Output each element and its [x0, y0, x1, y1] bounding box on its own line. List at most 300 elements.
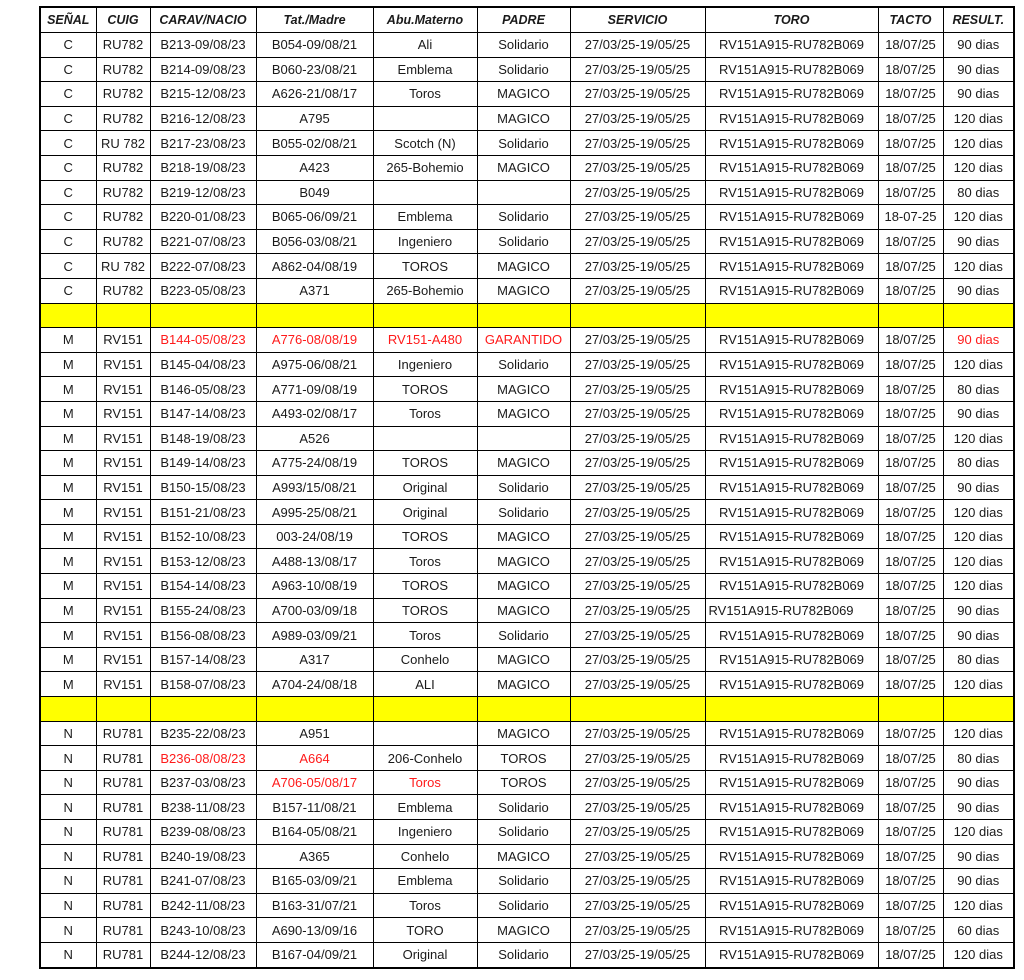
table-cell: RV151A915-RU782B069 [705, 33, 878, 58]
table-cell: C [40, 205, 96, 230]
table-cell: Solidario [477, 869, 570, 894]
table-cell: Emblema [373, 795, 477, 820]
table-cell: 90 dias [943, 229, 1014, 254]
table-row [40, 451, 1014, 476]
table-cell: MAGICO [477, 401, 570, 426]
table-cell: 90 dias [943, 475, 1014, 500]
table-cell: 27/03/25-19/05/25 [570, 598, 705, 623]
table-cell: 27/03/25-19/05/25 [570, 524, 705, 549]
table-cell: B238-11/08/23 [150, 795, 256, 820]
table-cell: 18/07/25 [878, 57, 943, 82]
table-cell: RV151A915-RU782B069 [705, 672, 878, 697]
table-cell: N [40, 770, 96, 795]
table-row [40, 155, 1014, 180]
separator-cell [705, 697, 878, 722]
table-cell: A371 [256, 278, 373, 303]
table-cell: RV151 [96, 328, 150, 353]
table-cell: 120 dias [943, 500, 1014, 525]
table-cell: B217-23/08/23 [150, 131, 256, 156]
table-cell [373, 426, 477, 451]
table-cell: 120 dias [943, 524, 1014, 549]
separator-cell [705, 303, 878, 328]
col-result-header: RESULT. [943, 7, 1014, 33]
col-abu-materno-header: Abu.Materno [373, 7, 477, 33]
table-cell: B054-09/08/21 [256, 33, 373, 58]
table-cell: MAGICO [477, 106, 570, 131]
table-cell: 90 dias [943, 328, 1014, 353]
table-cell: M [40, 623, 96, 648]
table-cell: 18/07/25 [878, 451, 943, 476]
table-cell: C [40, 57, 96, 82]
table-cell: RU782 [96, 33, 150, 58]
table-cell: A704-24/08/18 [256, 672, 373, 697]
table-cell: RU781 [96, 795, 150, 820]
table-cell: 18-07-25 [878, 205, 943, 230]
table-cell: 18/07/25 [878, 672, 943, 697]
table-cell: Toros [373, 893, 477, 918]
table-cell: RU782 [96, 57, 150, 82]
table-row [40, 106, 1014, 131]
table-row [40, 352, 1014, 377]
table-cell: RU781 [96, 721, 150, 746]
separator-row [40, 697, 1014, 722]
table-cell: N [40, 942, 96, 967]
table-cell: 18/07/25 [878, 746, 943, 771]
table-cell: A862-04/08/19 [256, 254, 373, 279]
table-cell: A951 [256, 721, 373, 746]
table-cell: B220-01/08/23 [150, 205, 256, 230]
separator-cell [477, 697, 570, 722]
table-cell: B049 [256, 180, 373, 205]
table-cell: 120 dias [943, 942, 1014, 967]
table-cell: Solidario [477, 942, 570, 967]
table-row [40, 549, 1014, 574]
table-cell: 18/07/25 [878, 893, 943, 918]
table-cell: RU782 [96, 106, 150, 131]
table-cell: MAGICO [477, 844, 570, 869]
table-row [40, 721, 1014, 746]
table-row [40, 647, 1014, 672]
table-cell: Conhelo [373, 647, 477, 672]
table-cell: A995-25/08/21 [256, 500, 373, 525]
table-cell: Toros [373, 770, 477, 795]
table-cell: Toros [373, 401, 477, 426]
table-cell: RV151A915-RU782B069 [705, 106, 878, 131]
table-cell: RV151A915-RU782B069 [705, 500, 878, 525]
table-cell [373, 721, 477, 746]
table-cell: 27/03/25-19/05/25 [570, 795, 705, 820]
separator-cell [40, 697, 96, 722]
table-cell: N [40, 820, 96, 845]
separator-cell [150, 697, 256, 722]
table-cell: 27/03/25-19/05/25 [570, 352, 705, 377]
table-cell: 90 dias [943, 770, 1014, 795]
table-cell: 27/03/25-19/05/25 [570, 451, 705, 476]
table-cell: 120 dias [943, 721, 1014, 746]
table-cell: 27/03/25-19/05/25 [570, 647, 705, 672]
col-padre-header: PADRE [477, 7, 570, 33]
table-row [40, 820, 1014, 845]
table-cell: 80 dias [943, 746, 1014, 771]
table-cell: M [40, 475, 96, 500]
table-cell: MAGICO [477, 549, 570, 574]
table-cell: N [40, 893, 96, 918]
table-cell: 27/03/25-19/05/25 [570, 746, 705, 771]
table-cell: Solidario [477, 352, 570, 377]
table-cell: A317 [256, 647, 373, 672]
table-cell: 18/07/25 [878, 254, 943, 279]
table-cell: A989-03/09/21 [256, 623, 373, 648]
table-cell: A706-05/08/17 [256, 770, 373, 795]
separator-cell [256, 697, 373, 722]
table-row [40, 623, 1014, 648]
table-cell: B243-10/08/23 [150, 918, 256, 943]
table-cell: RV151A915-RU782B069 [705, 820, 878, 845]
table-cell: RU782 [96, 205, 150, 230]
table-cell: 27/03/25-19/05/25 [570, 672, 705, 697]
table-row [40, 57, 1014, 82]
table-cell: 27/03/25-19/05/25 [570, 574, 705, 599]
table-cell: 18/07/25 [878, 426, 943, 451]
table-cell: 18/07/25 [878, 598, 943, 623]
table-cell: MAGICO [477, 155, 570, 180]
table-cell: RV151A915-RU782B069 [705, 180, 878, 205]
table-cell: B221-07/08/23 [150, 229, 256, 254]
table-cell: MAGICO [477, 918, 570, 943]
table-cell: RV151A915-RU782B069 [705, 352, 878, 377]
table-cell: 80 dias [943, 451, 1014, 476]
table-cell: RV151A915-RU782B069 [705, 770, 878, 795]
table-cell: Original [373, 942, 477, 967]
table-cell: 18/07/25 [878, 770, 943, 795]
table-cell: 27/03/25-19/05/25 [570, 918, 705, 943]
table-cell: B213-09/08/23 [150, 33, 256, 58]
table-cell: TOROS [373, 451, 477, 476]
table-cell: M [40, 524, 96, 549]
table-cell: RV151A915-RU782B069 [705, 278, 878, 303]
table-cell: 120 dias [943, 893, 1014, 918]
table-cell: N [40, 869, 96, 894]
table-cell: Toros [373, 82, 477, 107]
table-cell: B157-14/08/23 [150, 647, 256, 672]
table-cell: 120 dias [943, 254, 1014, 279]
table-row [40, 401, 1014, 426]
table-cell: RV151A915-RU782B069 [705, 229, 878, 254]
table-cell: A365 [256, 844, 373, 869]
table-cell: A493-02/08/17 [256, 401, 373, 426]
table-cell: TOROS [373, 377, 477, 402]
table-cell: RV151 [96, 377, 150, 402]
table-cell: TOROS [373, 524, 477, 549]
table-cell: A626-21/08/17 [256, 82, 373, 107]
table-cell: B146-05/08/23 [150, 377, 256, 402]
table-cell: MAGICO [477, 721, 570, 746]
table-cell: M [40, 549, 96, 574]
table-cell: B151-21/08/23 [150, 500, 256, 525]
table-cell: B222-07/08/23 [150, 254, 256, 279]
table-cell: RU781 [96, 844, 150, 869]
table-cell: B152-10/08/23 [150, 524, 256, 549]
table-cell: A795 [256, 106, 373, 131]
separator-cell [40, 303, 96, 328]
table-cell: RV151A915-RU782B069 [705, 623, 878, 648]
table-cell: 18/07/25 [878, 869, 943, 894]
table-cell: 120 dias [943, 205, 1014, 230]
table-cell: B147-14/08/23 [150, 401, 256, 426]
table-cell: N [40, 746, 96, 771]
table-cell: 27/03/25-19/05/25 [570, 869, 705, 894]
cattle-records-table [39, 6, 1015, 969]
table-cell: 206-Conhelo [373, 746, 477, 771]
table-cell: 265-Bohemio [373, 155, 477, 180]
table-cell: MAGICO [477, 377, 570, 402]
table-cell: 90 dias [943, 623, 1014, 648]
table-cell: RU781 [96, 770, 150, 795]
table-cell: 27/03/25-19/05/25 [570, 942, 705, 967]
table-cell: RV151A915-RU782B069 [705, 254, 878, 279]
table-cell: GARANTIDO [477, 328, 570, 353]
table-cell: RV151 [96, 623, 150, 648]
table-cell: 003-24/08/19 [256, 524, 373, 549]
table-cell: C [40, 155, 96, 180]
separator-cell [878, 697, 943, 722]
table-cell: B241-07/08/23 [150, 869, 256, 894]
table-row [40, 33, 1014, 58]
table-row [40, 770, 1014, 795]
table-cell: A664 [256, 746, 373, 771]
table-cell [373, 180, 477, 205]
table-cell: 18/07/25 [878, 721, 943, 746]
table-cell: 27/03/25-19/05/25 [570, 180, 705, 205]
table-cell: B150-15/08/23 [150, 475, 256, 500]
table-cell: TORO [373, 918, 477, 943]
table-cell: B244-12/08/23 [150, 942, 256, 967]
col-servicio-header: SERVICIO [570, 7, 705, 33]
table-cell: B155-24/08/23 [150, 598, 256, 623]
table-row [40, 574, 1014, 599]
table-cell: 120 dias [943, 672, 1014, 697]
separator-cell [943, 303, 1014, 328]
table-cell: 18/07/25 [878, 623, 943, 648]
table-cell: 18/07/25 [878, 180, 943, 205]
table-cell: RU782 [96, 155, 150, 180]
table-cell: RV151A915-RU782B069 [705, 942, 878, 967]
table-cell: 27/03/25-19/05/25 [570, 57, 705, 82]
table-cell: RV151 [96, 426, 150, 451]
table-cell: M [40, 328, 96, 353]
table-cell: 27/03/25-19/05/25 [570, 106, 705, 131]
col-tat-madre-header: Tat./Madre [256, 7, 373, 33]
table-cell [373, 106, 477, 131]
separator-cell [570, 697, 705, 722]
table-cell: RV151A915-RU782B069 [705, 746, 878, 771]
table-cell: 27/03/25-19/05/25 [570, 205, 705, 230]
table-row [40, 672, 1014, 697]
table-cell: M [40, 500, 96, 525]
table-row [40, 500, 1014, 525]
table-cell: N [40, 844, 96, 869]
table-cell: 18/07/25 [878, 475, 943, 500]
table-cell: 90 dias [943, 401, 1014, 426]
table-row [40, 229, 1014, 254]
table-cell: 18/07/25 [878, 131, 943, 156]
table-row [40, 475, 1014, 500]
table-cell: RV151A915-RU782B069 [705, 377, 878, 402]
table-cell: RV151A915-RU782B069 [705, 721, 878, 746]
table-cell: RV151A915-RU782B069 [705, 131, 878, 156]
table-cell: Emblema [373, 57, 477, 82]
table-cell: TOROS [373, 254, 477, 279]
table-cell: B223-05/08/23 [150, 278, 256, 303]
table-row [40, 598, 1014, 623]
table-row [40, 942, 1014, 967]
table-cell: 27/03/25-19/05/25 [570, 549, 705, 574]
table-cell: Original [373, 475, 477, 500]
table-cell: 18/07/25 [878, 229, 943, 254]
col-carav-nacio-header: CARAV/NACIO [150, 7, 256, 33]
table-cell: RU782 [96, 229, 150, 254]
table-cell: 90 dias [943, 278, 1014, 303]
table-cell: Solidario [477, 33, 570, 58]
table-cell: B240-19/08/23 [150, 844, 256, 869]
table-cell: MAGICO [477, 598, 570, 623]
table-row [40, 746, 1014, 771]
table-cell: RU781 [96, 820, 150, 845]
table-cell: 120 dias [943, 352, 1014, 377]
table-cell: Solidario [477, 205, 570, 230]
table-cell: A963-10/08/19 [256, 574, 373, 599]
table-cell: B060-23/08/21 [256, 57, 373, 82]
table-cell: 27/03/25-19/05/25 [570, 893, 705, 918]
table-cell: RV151A915-RU782B069 [705, 647, 878, 672]
table-cell: 18/07/25 [878, 574, 943, 599]
table-cell: 27/03/25-19/05/25 [570, 155, 705, 180]
table-cell: RU782 [96, 278, 150, 303]
table-cell: C [40, 106, 96, 131]
table-cell: 120 dias [943, 155, 1014, 180]
table-cell: RU 782 [96, 254, 150, 279]
table-cell: C [40, 254, 96, 279]
table-cell: RV151A915-RU782B069 [705, 598, 878, 623]
table-cell: 18/07/25 [878, 549, 943, 574]
table-cell: Solidario [477, 820, 570, 845]
table-cell: RV151A915-RU782B069 [705, 328, 878, 353]
table-cell: Emblema [373, 869, 477, 894]
table-cell: Solidario [477, 475, 570, 500]
separator-cell [96, 303, 150, 328]
table-cell: 18/07/25 [878, 844, 943, 869]
table-cell: RV151 [96, 672, 150, 697]
table-cell: Solidario [477, 131, 570, 156]
table-cell: 90 dias [943, 795, 1014, 820]
separator-row [40, 303, 1014, 328]
table-cell: B167-04/09/21 [256, 942, 373, 967]
table-cell: RV151A915-RU782B069 [705, 869, 878, 894]
table-cell: 120 dias [943, 574, 1014, 599]
table-cell: 18/07/25 [878, 278, 943, 303]
table-cell: M [40, 426, 96, 451]
table-cell: C [40, 131, 96, 156]
header-row [40, 7, 1014, 33]
table-cell: RV151 [96, 500, 150, 525]
table-cell: 27/03/25-19/05/25 [570, 377, 705, 402]
table-cell: 18/07/25 [878, 106, 943, 131]
table-cell: 90 dias [943, 844, 1014, 869]
table-cell: Emblema [373, 205, 477, 230]
col-cuig-header: CUIG [96, 7, 150, 33]
table-cell: RU781 [96, 918, 150, 943]
table-row [40, 328, 1014, 353]
table-cell: MAGICO [477, 524, 570, 549]
table-cell: B144-05/08/23 [150, 328, 256, 353]
table-cell: B235-22/08/23 [150, 721, 256, 746]
table-cell: 18/07/25 [878, 33, 943, 58]
table-cell: 27/03/25-19/05/25 [570, 33, 705, 58]
table-cell: B149-14/08/23 [150, 451, 256, 476]
table-cell: TOROS [477, 746, 570, 771]
table-row [40, 377, 1014, 402]
table-cell: 60 dias [943, 918, 1014, 943]
table-cell: 120 dias [943, 549, 1014, 574]
separator-cell [943, 697, 1014, 722]
table-cell: Conhelo [373, 844, 477, 869]
table-cell: B164-05/08/21 [256, 820, 373, 845]
table-cell: RV151 [96, 549, 150, 574]
table-cell: Ingeniero [373, 352, 477, 377]
table-cell: Solidario [477, 893, 570, 918]
table-cell: 90 dias [943, 869, 1014, 894]
table-cell: M [40, 401, 96, 426]
table-cell: 27/03/25-19/05/25 [570, 254, 705, 279]
table-cell: N [40, 721, 96, 746]
table-cell: 27/03/25-19/05/25 [570, 401, 705, 426]
separator-cell [878, 303, 943, 328]
table-cell: A526 [256, 426, 373, 451]
table-cell: MAGICO [477, 82, 570, 107]
table-cell: B056-03/08/21 [256, 229, 373, 254]
table-cell: 27/03/25-19/05/25 [570, 770, 705, 795]
table-cell: 27/03/25-19/05/25 [570, 278, 705, 303]
table-cell: MAGICO [477, 451, 570, 476]
table-cell: Scotch (N) [373, 131, 477, 156]
table-cell: C [40, 82, 96, 107]
table-row [40, 205, 1014, 230]
table-cell: RU781 [96, 942, 150, 967]
table-cell: 27/03/25-19/05/25 [570, 131, 705, 156]
table-cell: 18/07/25 [878, 918, 943, 943]
table-cell: RV151-A480 [373, 328, 477, 353]
table-cell: 18/07/25 [878, 500, 943, 525]
table-cell [477, 426, 570, 451]
table-row [40, 131, 1014, 156]
table-cell: M [40, 574, 96, 599]
table-cell: B214-09/08/23 [150, 57, 256, 82]
table-cell: RV151 [96, 451, 150, 476]
table-cell: RV151A915-RU782B069 [705, 155, 878, 180]
table-cell: 265-Bohemio [373, 278, 477, 303]
table-cell: RU781 [96, 869, 150, 894]
table-cell: MAGICO [477, 254, 570, 279]
table-cell: RV151 [96, 524, 150, 549]
table-cell: RV151A915-RU782B069 [705, 549, 878, 574]
table-cell: A975-06/08/21 [256, 352, 373, 377]
col-tacto-header: TACTO [878, 7, 943, 33]
table-cell: RV151A915-RU782B069 [705, 844, 878, 869]
table-cell: N [40, 795, 96, 820]
table-cell: RV151 [96, 574, 150, 599]
col-senal-header: SEÑAL [40, 7, 96, 33]
table-cell: B145-04/08/23 [150, 352, 256, 377]
